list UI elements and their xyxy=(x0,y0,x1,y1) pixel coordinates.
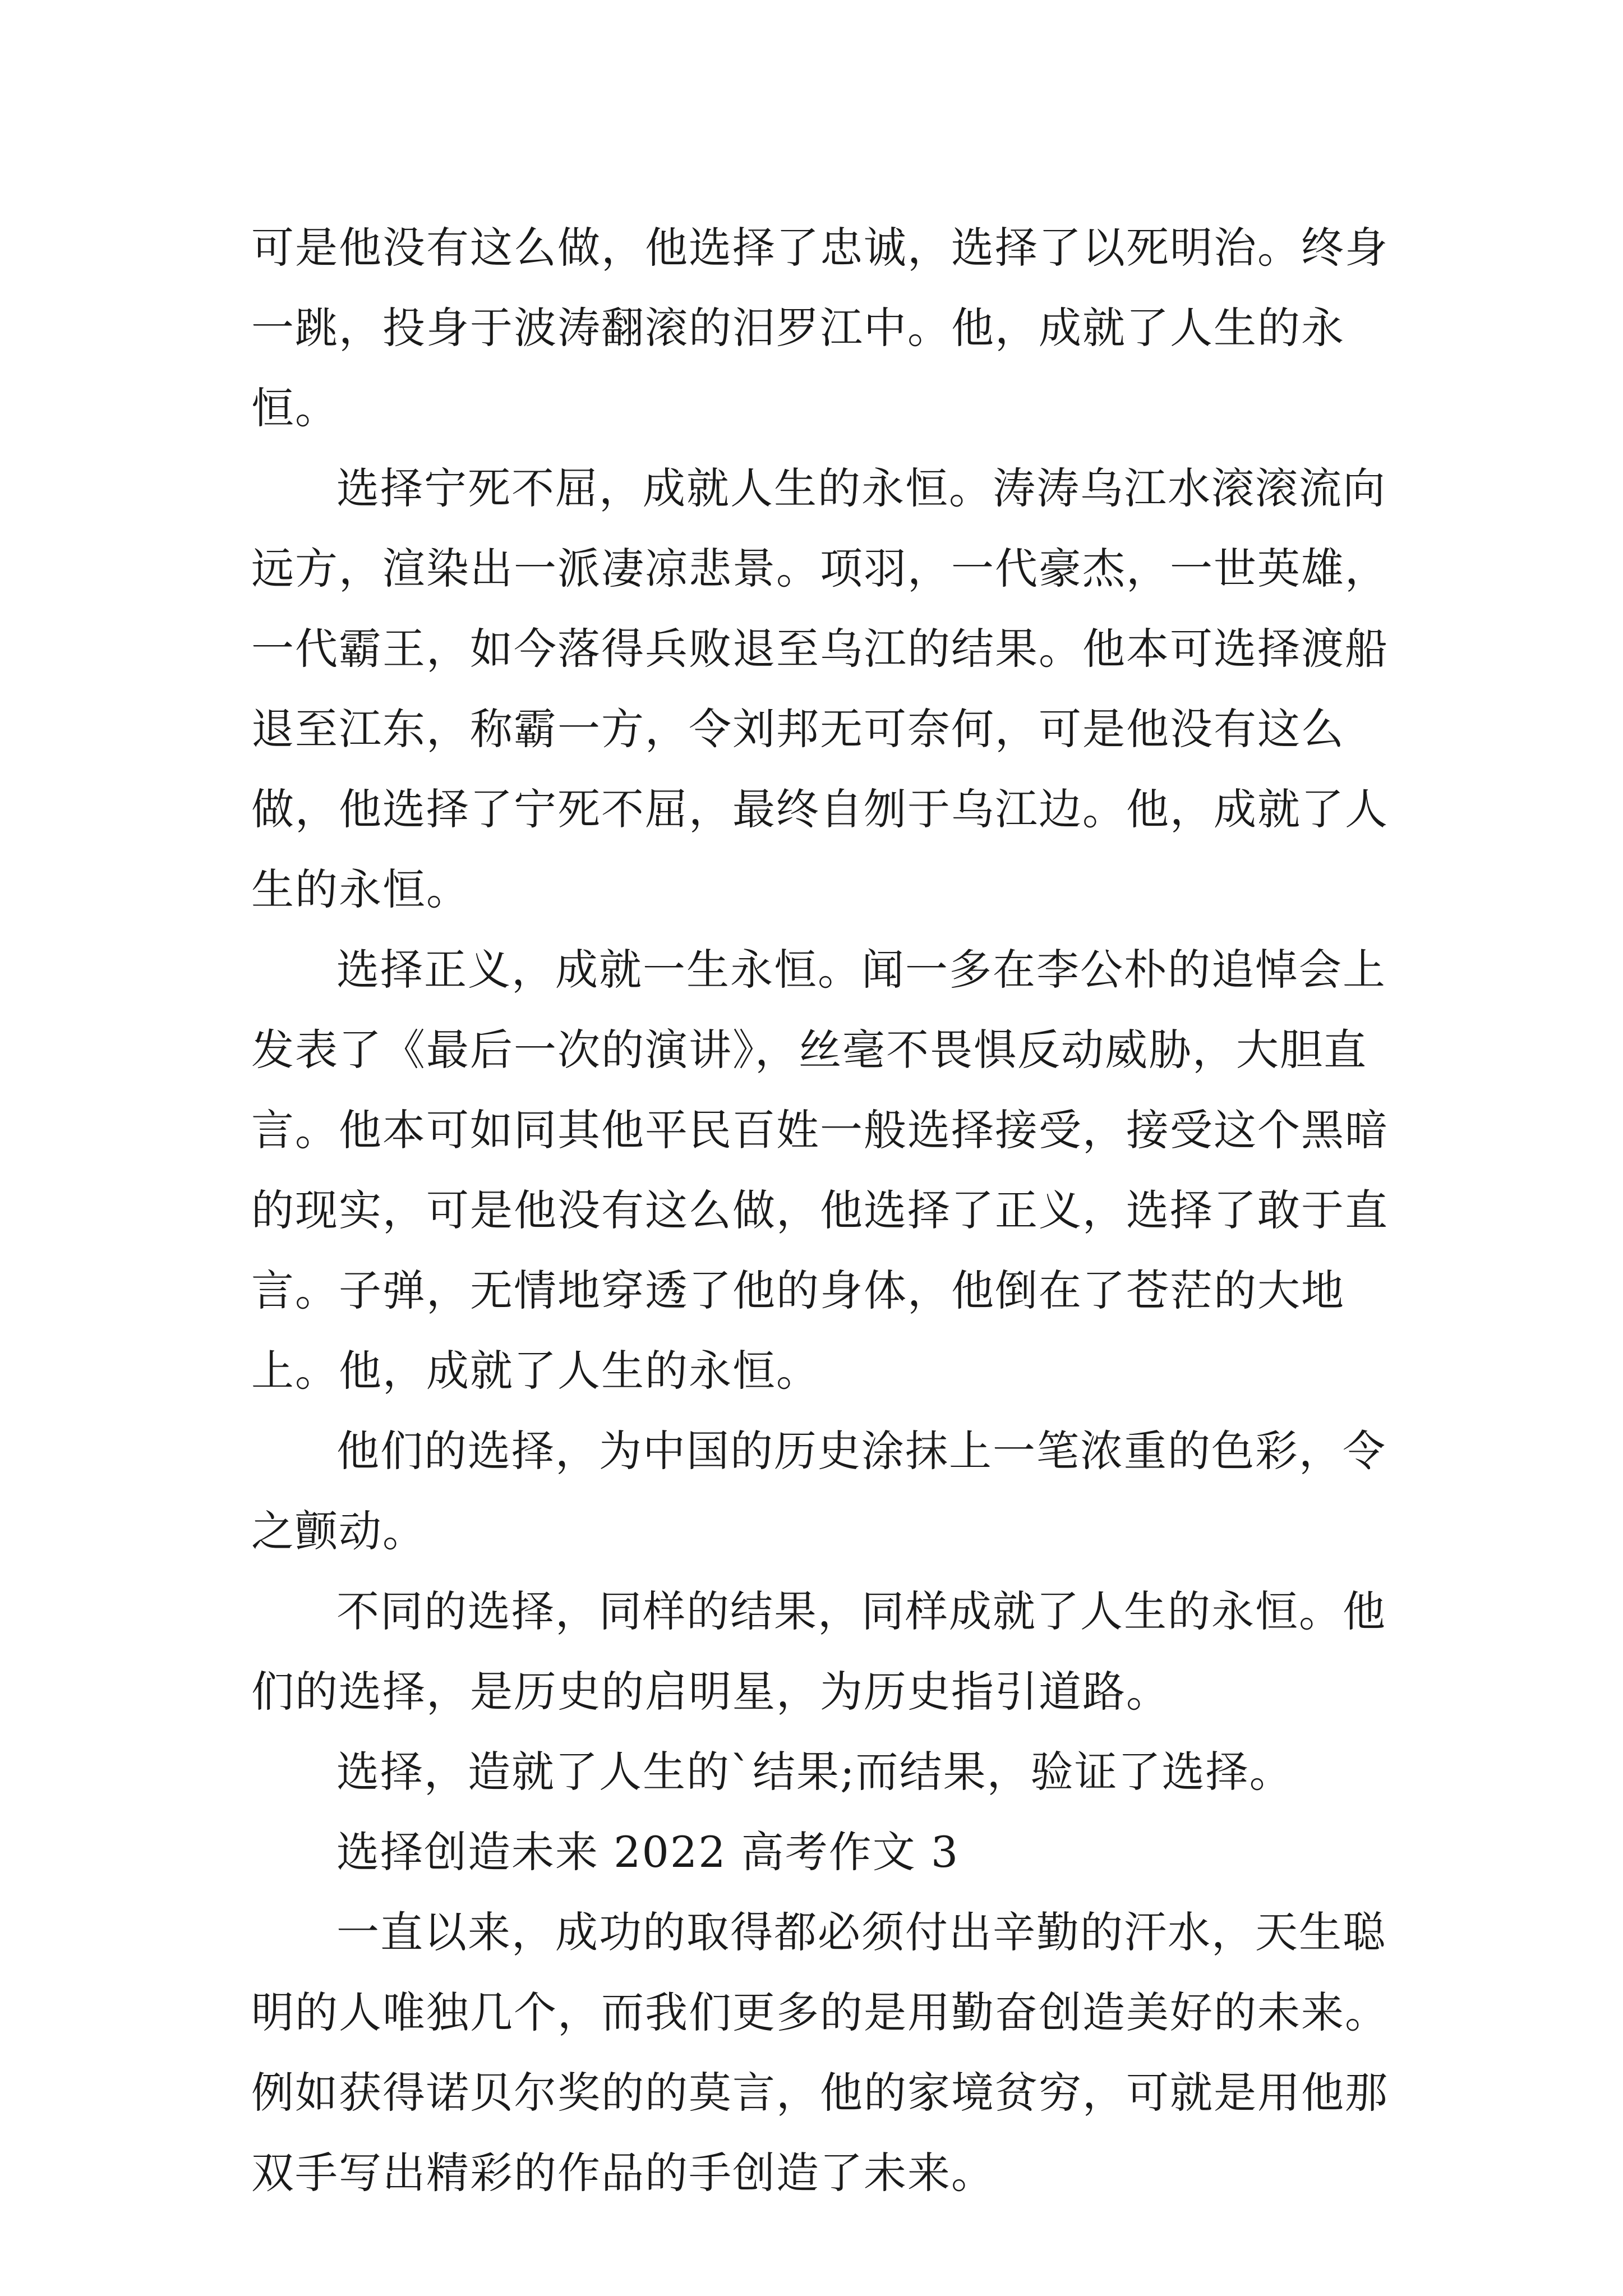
paragraph: 可是他没有这么做，他选择了忠诚，选择了以死明治。终身一跳，投身于波涛翻滚的汨罗江中。他，成就了人生的永恒。 xyxy=(251,223,1389,433)
paragraph: 不同的选择，同样的结果，同样成就了人生的永恒。他们的选择，是历史的启明星，为历史指引道路。 xyxy=(251,1586,1386,1717)
document-body xyxy=(251,208,1395,2213)
paragraph: 一直以来，成功的取得都必须付出辛勤的汗水，天生聪明的人唯独几个，而我们更多的是用勤奋创造美好的未来。例如获得诺贝尔奖的的莫言，他的家境贫穷，可就是用他那双手写出精彩的作品的手创造了未来。 xyxy=(251,1907,1389,2198)
paragraph: 选择，造就了人生的`结果;而结果，验证了选择。 xyxy=(336,1747,1293,1797)
section-heading: 选择创造未来 2022 高考作文 3 xyxy=(336,1827,960,1877)
paragraph: 他们的选择，为中国的历史涂抹上一笔浓重的色彩，令之颤动。 xyxy=(251,1426,1386,1556)
paragraph: 选择宁死不屈，成就人生的永恒。涛涛乌江水滚滚流向远方，渲染出一派凄凉悲景。项羽，一代豪杰，一世英雄，一代霸王，如今落得兵败退至乌江的结果。他本可选择渡船退至江东，称霸一方，令刘邦无可奈何，可是他没有这么做，他选择了宁死不屈，最终自刎于乌江边。他，成就了人生的永恒。 xyxy=(251,463,1389,914)
paragraph: 选择正义，成就一生永恒。闻一多在李公朴的追悼会上发表了《最后一次的演讲》，丝毫不畏惧反动威胁，大胆直言。他本可如同其他平民百姓一般选择接受，接受这个黑暗的现实，可是他没有这么做，他选择了正义，选择了敢于直言。子弹，无情地穿透了他的身体，他倒在了苍茫的大地上。他，成就了人生的永恒。 xyxy=(251,945,1389,1396)
